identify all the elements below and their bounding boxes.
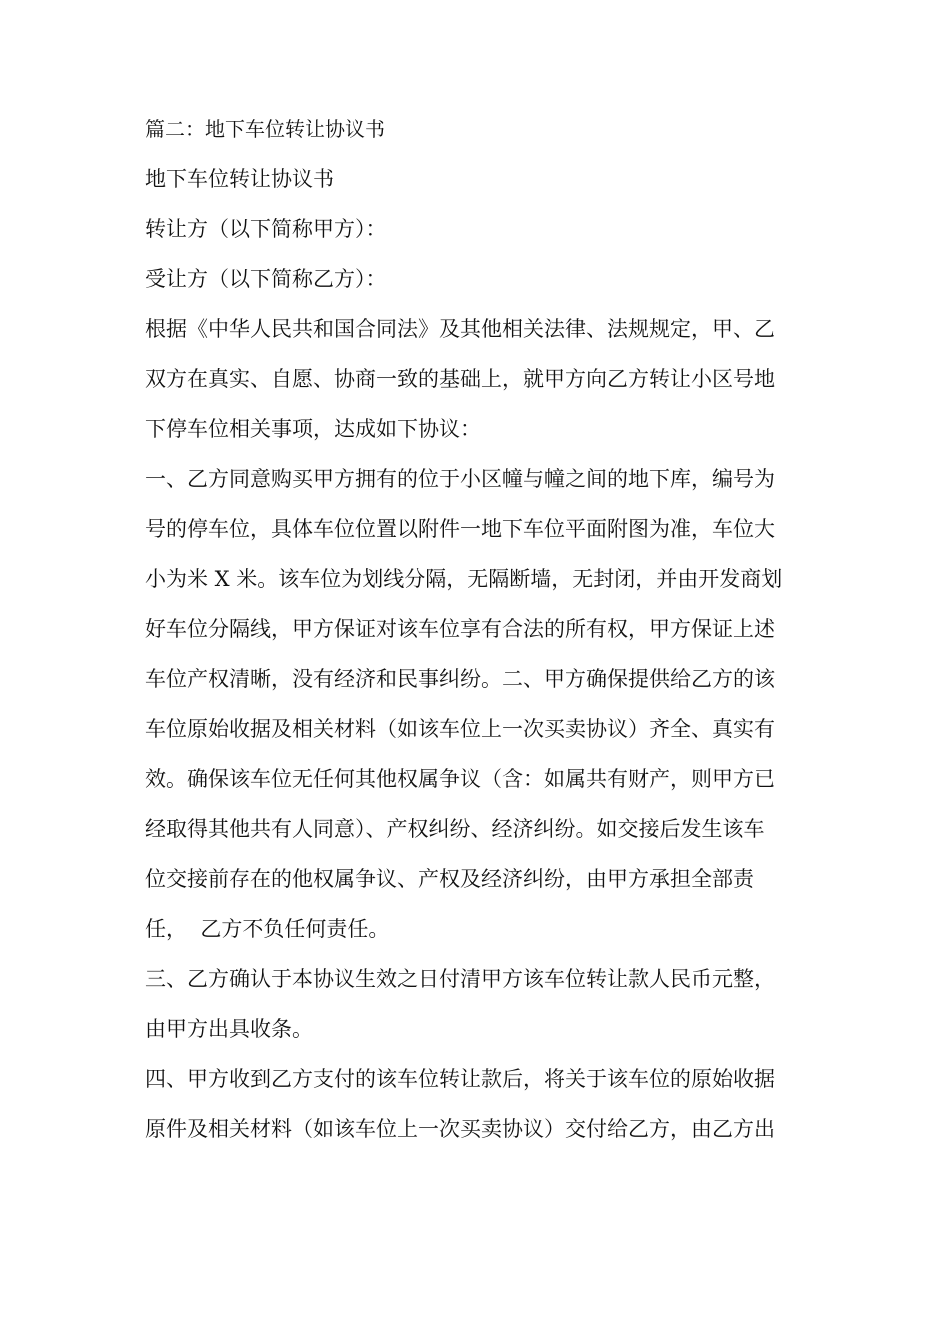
transferor-line: 转让方（以下简称甲方）： bbox=[145, 217, 387, 241]
transferee-line: 受让方（以下简称乙方）： bbox=[145, 267, 387, 291]
clause-2-line-1: 车位原始收据及相关材料（如该车位上一次买卖协议）齐全、真实有 bbox=[145, 717, 775, 741]
clause-1-line-2: 号的停车位，具体车位位置以附件一地下车位平面附图为准，车位大 bbox=[145, 517, 775, 541]
clause-1-line-4: 好车位分隔线，甲方保证对该车位享有合法的所有权，甲方保证上述 bbox=[145, 617, 775, 641]
clause-1-line-5: 车位产权清晰，没有经济和民事纠纷。二、甲方确保提供给乙方的该 bbox=[145, 667, 775, 691]
clause-2-line-3: 经取得其他共有人同意）、产权纠纷、经济纠纷。如交接后发生该车 bbox=[145, 817, 765, 841]
preamble-line-1: 根据《中华人民共和国合同法》及其他相关法律、法规规定，甲、乙 bbox=[145, 317, 775, 341]
clause-2-line-2: 效。确保该车位无任何其他权属争议（含：如属共有财产，则甲方已 bbox=[145, 767, 775, 791]
clause-1-line-3: 小为米 X 米。该车位为划线分隔，无隔断墙，无封闭，并由开发商划 bbox=[145, 567, 783, 591]
section-heading: 篇二：地下车位转让协议书 bbox=[145, 117, 385, 141]
clause-3-line-1: 三、乙方确认于本协议生效之日付清甲方该车位转让款人民币元整， bbox=[145, 967, 775, 991]
document-body bbox=[145, 104, 825, 1154]
clause-2-line-5: 任， 乙方不负任何责任。 bbox=[145, 917, 390, 941]
clause-3-line-2: 由甲方出具收条。 bbox=[145, 1017, 313, 1041]
clause-2-line-4: 位交接前存在的他权属争议、产权及经济纠纷，由甲方承担全部责 bbox=[145, 867, 754, 891]
preamble-line-3: 下停车位相关事项，达成如下协议： bbox=[145, 417, 481, 441]
clause-4-line-2: 原件及相关材料（如该车位上一次买卖协议）交付给乙方，由乙方出 bbox=[145, 1117, 775, 1141]
document-title: 地下车位转让协议书 bbox=[145, 167, 334, 191]
clause-1-line-1: 一、乙方同意购买甲方拥有的位于小区幢与幢之间的地下库，编号为 bbox=[145, 467, 775, 491]
clause-4-line-1: 四、甲方收到乙方支付的该车位转让款后，将关于该车位的原始收据 bbox=[145, 1067, 775, 1091]
preamble-line-2: 双方在真实、自愿、协商一致的基础上，就甲方向乙方转让小区号地 bbox=[145, 367, 775, 391]
